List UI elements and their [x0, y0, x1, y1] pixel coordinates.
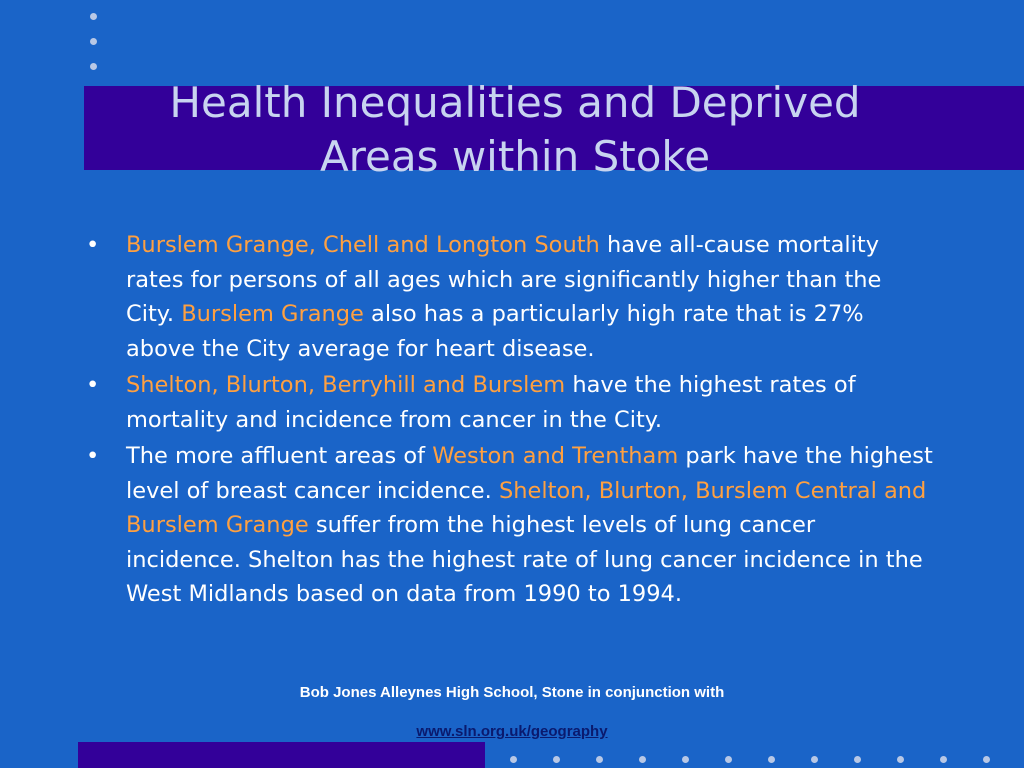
slide-title	[90, 76, 940, 184]
decor-dot	[596, 756, 603, 763]
decor-dot	[983, 756, 990, 763]
bullet-icon: •	[86, 232, 100, 258]
bullet-text-segment: The more affluent areas of	[126, 443, 433, 469]
decor-dot	[682, 756, 689, 763]
bottom-band	[78, 742, 485, 768]
bullet-text-segment: have all-cause mortality rates for persons of all ages which are significantly higher than the City.	[126, 232, 882, 327]
decor-dot	[90, 63, 97, 70]
bullet-icon: •	[86, 443, 100, 469]
bullet-text-segment: suffer from the highest levels of lung cancer incidence. Shelton has the highest rate of lung cancer incidence in the West Midlands based on data from 1990 to 1994.	[126, 512, 923, 607]
decor-dot	[553, 756, 560, 763]
decor-dot	[90, 13, 97, 20]
decor-dot	[639, 756, 646, 763]
bullet-text-segment: Shelton, Blurton, Burslem Central and Burslem Grange	[126, 477, 927, 538]
bullet-icon: •	[86, 372, 100, 398]
decor-dot	[854, 756, 861, 763]
decor-dot	[897, 756, 904, 763]
decor-dot	[725, 756, 732, 763]
slide-title-line-1: Health Inequalities and Deprived	[169, 78, 861, 127]
bullet-text-segment: park have the highest level of breast cancer incidence.	[126, 443, 933, 504]
decor-dot	[510, 756, 517, 763]
decor-dot	[768, 756, 775, 763]
bullet-text-segment: Burslem Grange	[181, 301, 364, 327]
bullet-text-segment: Shelton, Blurton, Berryhill and Burslem	[126, 372, 566, 398]
bullet-list	[86, 228, 936, 614]
decor-dot	[90, 38, 97, 45]
bullet-item	[86, 439, 936, 612]
decor-dot	[811, 756, 818, 763]
slide-title-line-2: Areas within Stoke	[319, 132, 711, 181]
footer-credit: Bob Jones Alleynes High School, Stone in conjunction with	[299, 684, 725, 701]
bullet-text-segment: Weston and Trentham	[432, 443, 679, 469]
bullet-item	[86, 228, 936, 366]
bullet-text-segment: have the highest rates of mortality and incidence from cancer in the City.	[126, 372, 856, 433]
footer-link[interactable]: www.sln.org.uk/geography	[416, 723, 608, 740]
bullet-text-segment: Burslem Grange, Chell and Longton South	[126, 232, 600, 258]
decor-dot	[940, 756, 947, 763]
bullet-text-segment: also has a particularly high rate that is 27% above the City average for heart disease.	[126, 301, 864, 362]
bullet-item	[86, 368, 936, 437]
